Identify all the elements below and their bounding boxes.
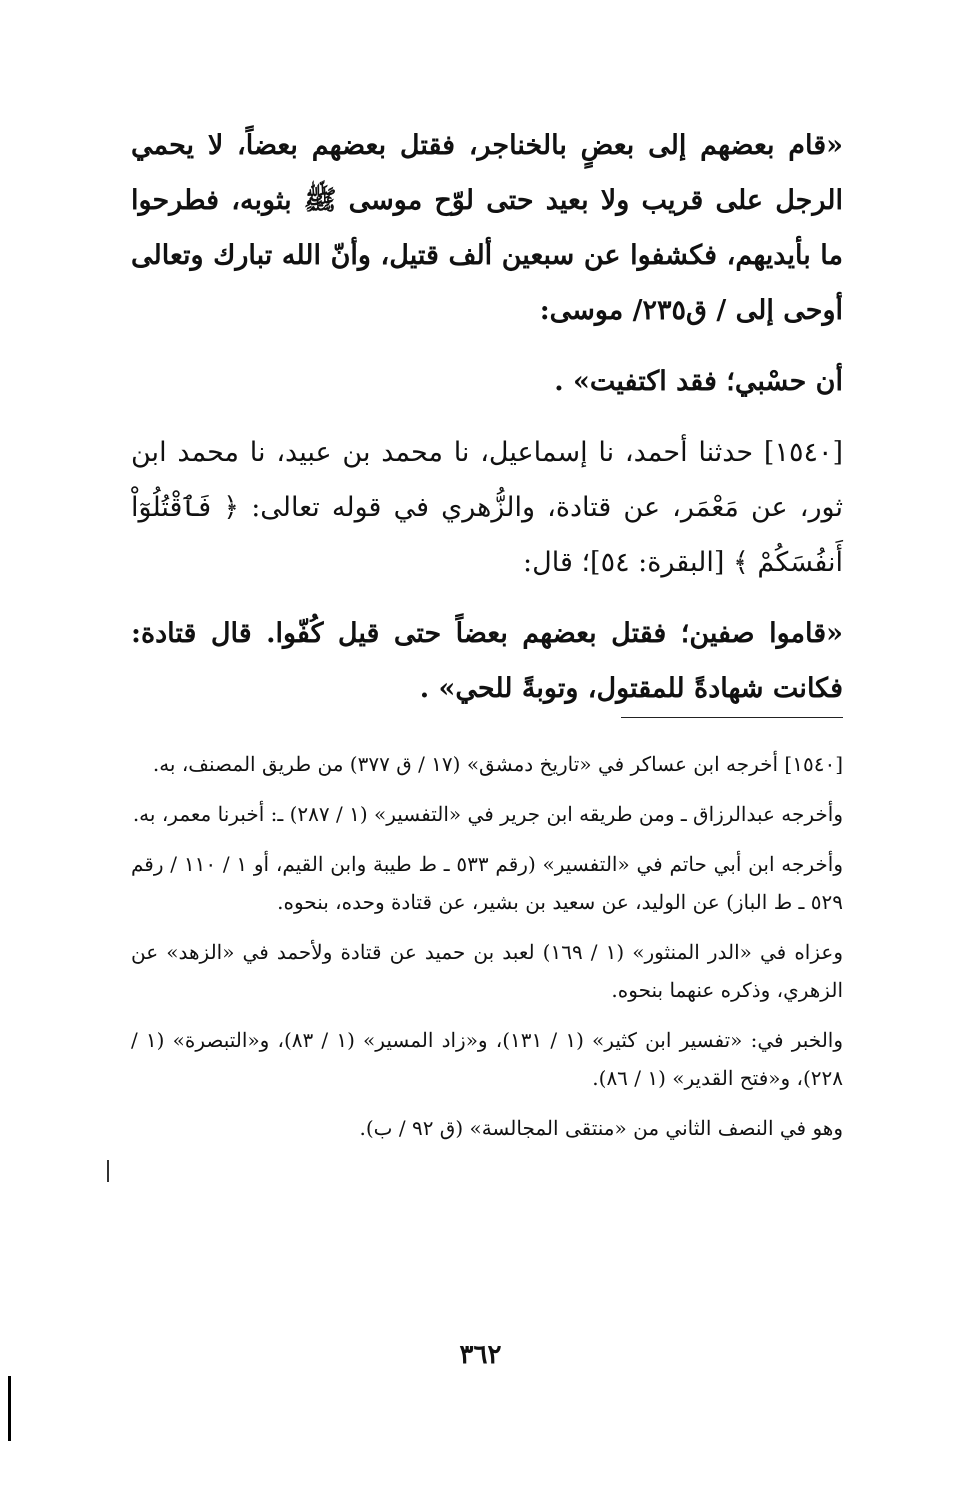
footnote-divider xyxy=(621,717,843,718)
footnote: وأخرجه عبدالرزاق ـ ومن طريقه ابن جرير في «التفسير» (١ / ٢٨٧) ـ: أخبرنا معمر، به. xyxy=(132,802,843,826)
footnote: وعزاه في «الدر المنثور» (١ / ١٦٩) لعبد بن حميد عن قتادة ولأحمد في «الزهد» عن الزهري، وذكره عنهما بنحوه. xyxy=(131,940,843,1002)
narration-paragraph-2: «قاموا صفين؛ فقتل بعضهم بعضاً حتى قيل كُفّوا. قال قتادة: فكانت شهادةً للمقتول، وتوبةً للحي» . xyxy=(131,618,843,704)
footnote: وأخرجه ابن أبي حاتم في «التفسير» (رقم ٥٣٣ ـ ط طيبة وابن القيم، أو ١ / ١١٠ / رقم ٥٢٩ ـ ط الباز) عن الوليد، عن سعيد بن بشير، عن قتادة وحده، بنحوه. xyxy=(131,852,844,914)
page-number: ٣٦٢ xyxy=(459,1340,502,1370)
narration-conclusion: أن حسْبي؛ فقد اكتفيت» . xyxy=(554,366,843,397)
footnote: وهو في النصف الثاني من «منتقى المجالسة» (ق ٩٢ / ب). xyxy=(359,1116,843,1140)
main-text xyxy=(131,118,843,716)
hadith-chain-paragraph: [١٥٤٠] حدثنا أحمد، نا إسماعيل، نا محمد بن عبيد، نا محمد ابن ثور، عن مَعْمَر، عن قتادة، والزُّهري في قوله تعالى: ﴿ فَٱقْتُلُوٓاْ أَنفُسَكُمْ ﴾ [البقرة: ٥٤]؛ قال: xyxy=(131,437,843,578)
footnotes xyxy=(131,745,843,1147)
narration-paragraph: «قام بعضهم إلى بعضٍ بالخناجر، فقتل بعضهم بعضاً، لا يحمي الرجل على قريب ولا بعيد حتى لوّح موسى ﷺ بثوبه، فطرحوا ما بأيديهم، فكشفوا عن سبعين ألف قتيل، وأنّ الله تبارك وتعالى أوحى إلى / ق٢٣٥/ موسى: xyxy=(131,130,843,326)
scan-edge-mark xyxy=(8,1376,11,1441)
footnote: والخبر في: «تفسير ابن كثير» (١ / ١٣١)، و«زاد المسير» (١ / ٨٣)، و«التبصرة» (١ / ٢٢٨)، و«فتح القدير» (١ / ٨٦). xyxy=(131,1028,844,1090)
footnote: [١٥٤٠] أخرجه ابن عساكر في «تاريخ دمشق» (١٧ / ق ٣٧٧) من طريق المصنف، به. xyxy=(152,752,843,776)
margin-mark xyxy=(107,1160,109,1182)
